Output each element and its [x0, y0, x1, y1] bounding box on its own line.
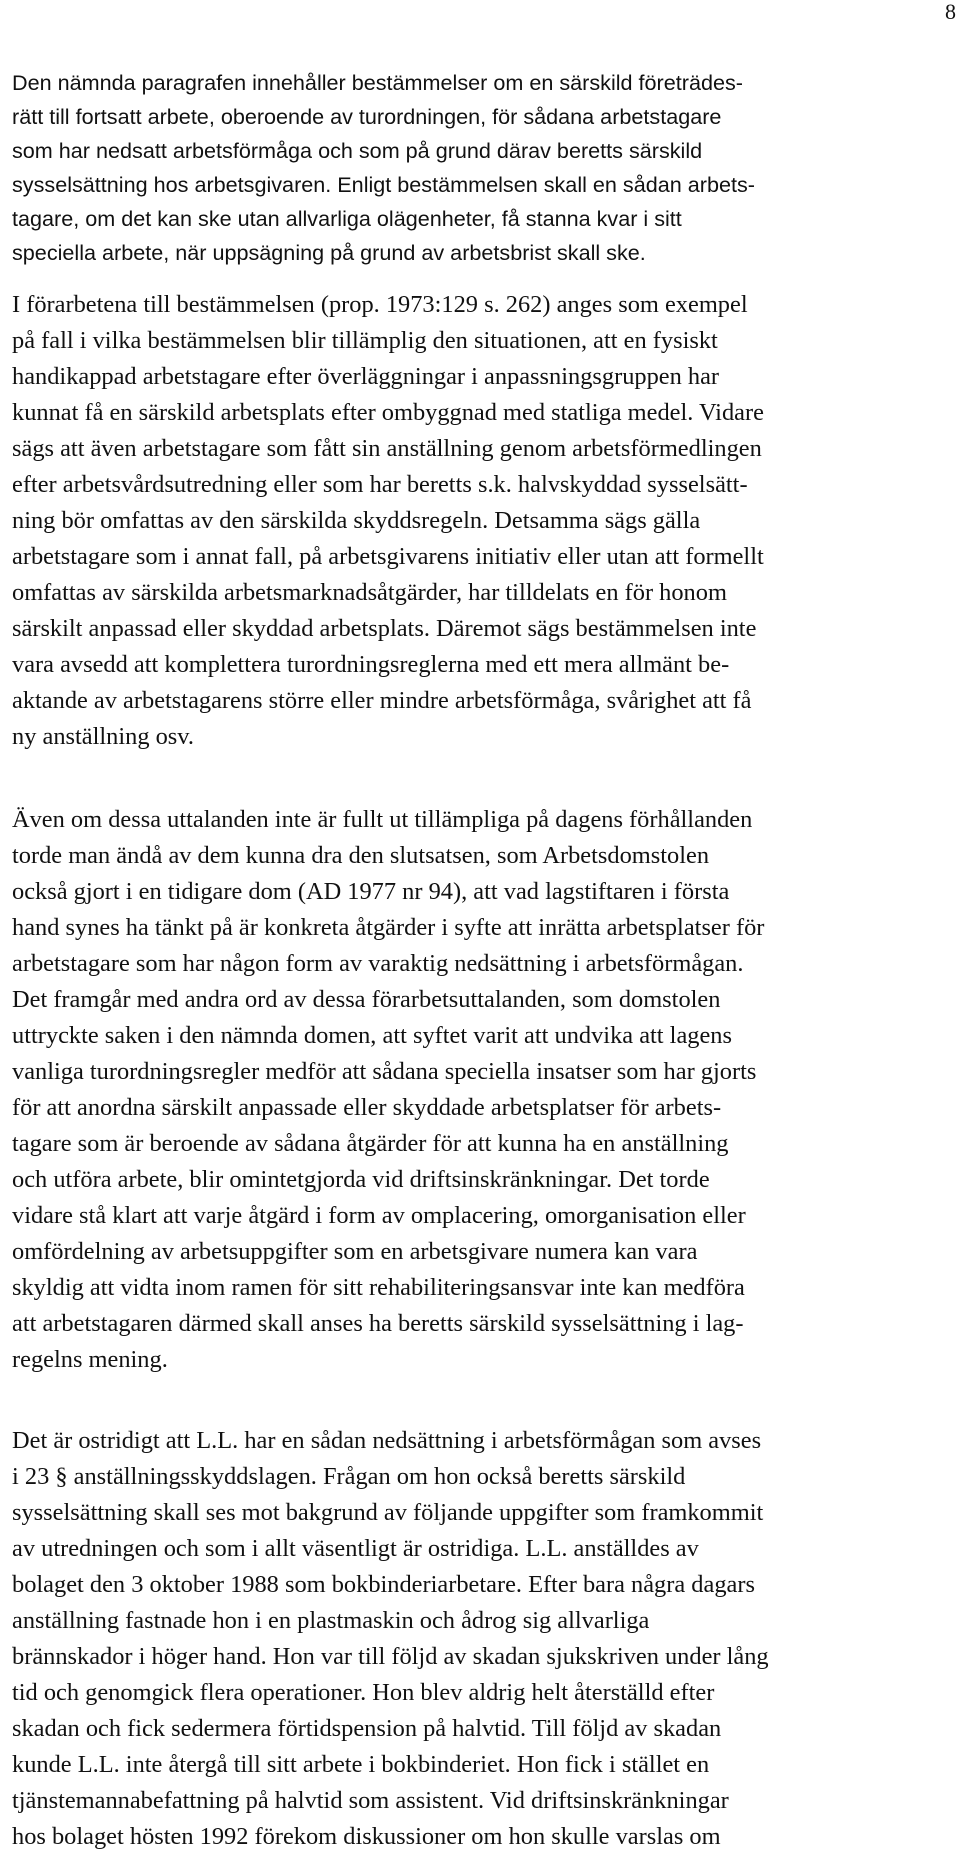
paragraph-2-line-3: handikappad arbetstagare efter överläggningar i anpassningsgruppen har — [12, 363, 720, 390]
page-number: 8 — [945, 0, 956, 24]
paragraph-3-line-12: vidare stå klart att varje åtgärd i form av omplacering, omorganisation eller — [12, 1202, 746, 1229]
paragraph-2-line-5: sägs att även arbetstagare som fått sin anställning genom arbetsförmedlingen — [12, 435, 762, 462]
paragraph-4-line-3: sysselsättning skall ses mot bakgrund av följande uppgifter som framkommit — [12, 1499, 764, 1526]
paragraph-2-line-6: efter arbetsvårdsutredning eller som har beretts s.k. halvskyddad sysselsätt- — [12, 471, 748, 498]
paragraph-4-line-11: tjänstemannabefattning på halvtid som assistent. Vid driftsinskränkningar — [12, 1787, 729, 1814]
paragraph-4-line-9: skadan och fick sedermera förtidspension på halvtid. Till följd av skadan — [12, 1715, 722, 1742]
paragraph-3-line-16: regelns mening. — [12, 1346, 168, 1373]
paragraph-2-line-11: vara avsedd att komplettera turordningsreglerna med ett mera allmänt be- — [12, 651, 730, 678]
paragraph-4-line-4: av utredningen och som i allt väsentligt är ostridiga. L.L. anställdes av — [12, 1535, 699, 1562]
paragraph-2-line-2: på fall i vilka bestämmelsen blir tillämplig den situationen, att en fysiskt — [12, 327, 718, 354]
paragraph-2-line-1: I förarbetena till bestämmelsen (prop. 1973:129 s. 262) anges som exempel — [12, 291, 748, 318]
paragraph-3-line-4: hand synes ha tänkt på är konkreta åtgärder i syfte att inrätta arbetsplatser för — [12, 914, 765, 941]
paragraph-4-line-6: anställning fastnade hon i en plastmaskin och ådrog sig allvarliga — [12, 1607, 650, 1634]
paragraph-2-line-4: kunnat få en särskild arbetsplats efter ombyggnad med statliga medel. Vidare — [12, 399, 764, 426]
paragraph-4-line-8: tid och genomgick flera operationer. Hon blev aldrig helt återställd efter — [12, 1679, 715, 1706]
paragraph-3-line-6: Det framgår med andra ord av dessa förarbetsuttalanden, som domstolen — [12, 986, 721, 1013]
paragraph-4-line-5: bolaget den 3 oktober 1988 som bokbinderiarbetare. Efter bara några dagars — [12, 1571, 755, 1598]
paragraph-2-line-10: särskilt anpassad eller skyddad arbetsplats. Däremot sägs bestämmelsen inte — [12, 615, 757, 642]
paragraph-3-line-11: och utföra arbete, blir omintetgjorda vid driftsinskränkningar. Det torde — [12, 1166, 710, 1193]
paragraph-2-line-12: aktande av arbetstagarens större eller mindre arbetsförmåga, svårighet att få — [12, 687, 752, 714]
paragraph-1-line-3: som har nedsatt arbetsförmåga och som på grund därav beretts särskild — [12, 138, 703, 163]
paragraph-3-line-2: torde man ändå av dem kunna dra den slutsatsen, som Arbetsdomstolen — [12, 842, 710, 869]
paragraph-4-line-2: i 23 § anställningsskyddslagen. Frågan om hon också beretts särskild — [12, 1463, 686, 1490]
paragraph-2-line-13: ny anställning osv. — [12, 723, 195, 750]
paragraph-3-line-3: också gjort i en tidigare dom (AD 1977 nr 94), att vad lagstiftaren i första — [12, 878, 730, 905]
paragraph-3-line-5: arbetstagare som har någon form av varaktig nedsättning i arbetsförmågan. — [12, 950, 744, 977]
paragraph-4-line-7: brännskador i höger hand. Hon var till följd av skadan sjukskriven under lång — [12, 1643, 769, 1670]
paragraph-4-line-10: kunde L.L. inte återgå till sitt arbete i bokbinderiet. Hon fick i stället en — [12, 1751, 710, 1778]
paragraph-2-line-8: arbetstagare som i annat fall, på arbetsgivarens initiativ eller utan att formellt — [12, 543, 764, 570]
paragraph-3-line-10: tagare som är beroende av sådana åtgärder för att kunna ha en anställning — [12, 1130, 729, 1157]
paragraph-3-line-15: att arbetstagaren därmed skall anses ha beretts särskild sysselsättning i lag- — [12, 1310, 744, 1337]
paragraph-1-line-1: Den nämnda paragrafen innehåller bestämmelser om en särskild företrädes- — [12, 70, 743, 95]
paragraph-4-line-1: Det är ostridigt att L.L. har en sådan nedsättning i arbetsförmågan som avses — [12, 1427, 762, 1454]
paragraph-1-line-6: speciella arbete, när uppsägning på grund av arbetsbrist skall ske. — [12, 240, 646, 265]
paragraph-4-line-12: hos bolaget hösten 1992 förekom diskussioner om hon skulle varslas om — [12, 1823, 721, 1850]
paragraph-3-line-7: uttryckte saken i den nämnda domen, att syftet varit att undvika att lagens — [12, 1022, 732, 1049]
paragraph-3-line-9: för att anordna särskilt anpassade eller skyddade arbetsplatser för arbets- — [12, 1094, 722, 1121]
paragraph-1-line-5: tagare, om det kan ske utan allvarliga olägenheter, få stanna kvar i sitt — [12, 206, 682, 231]
paragraph-1-line-4: sysselsättning hos arbetsgivaren. Enligt bestämmelsen skall en sådan arbets- — [12, 172, 755, 197]
paragraph-3-line-13: omfördelning av arbetsuppgifter som en arbetsgivare numera kan vara — [12, 1238, 698, 1265]
paragraph-3-line-14: skyldig att vidta inom ramen för sitt rehabiliteringsansvar inte kan medföra — [12, 1274, 745, 1301]
paragraph-3-line-8: vanliga turordningsregler medför att sådana speciella insatser som har gjorts — [12, 1058, 757, 1085]
paragraph-2-line-7: ning bör omfattas av den särskilda skyddsregeln. Detsamma sägs gälla — [12, 507, 701, 534]
paragraph-3-line-1: Även om dessa uttalanden inte är fullt ut tillämpliga på dagens förhållanden — [12, 806, 753, 833]
paragraph-2-line-9: omfattas av särskilda arbetsmarknadsåtgärder, har tilldelats en för honom — [12, 579, 727, 606]
paragraph-1-line-2: rätt till fortsatt arbete, oberoende av turordningen, för sådana arbetstagare — [12, 104, 722, 129]
